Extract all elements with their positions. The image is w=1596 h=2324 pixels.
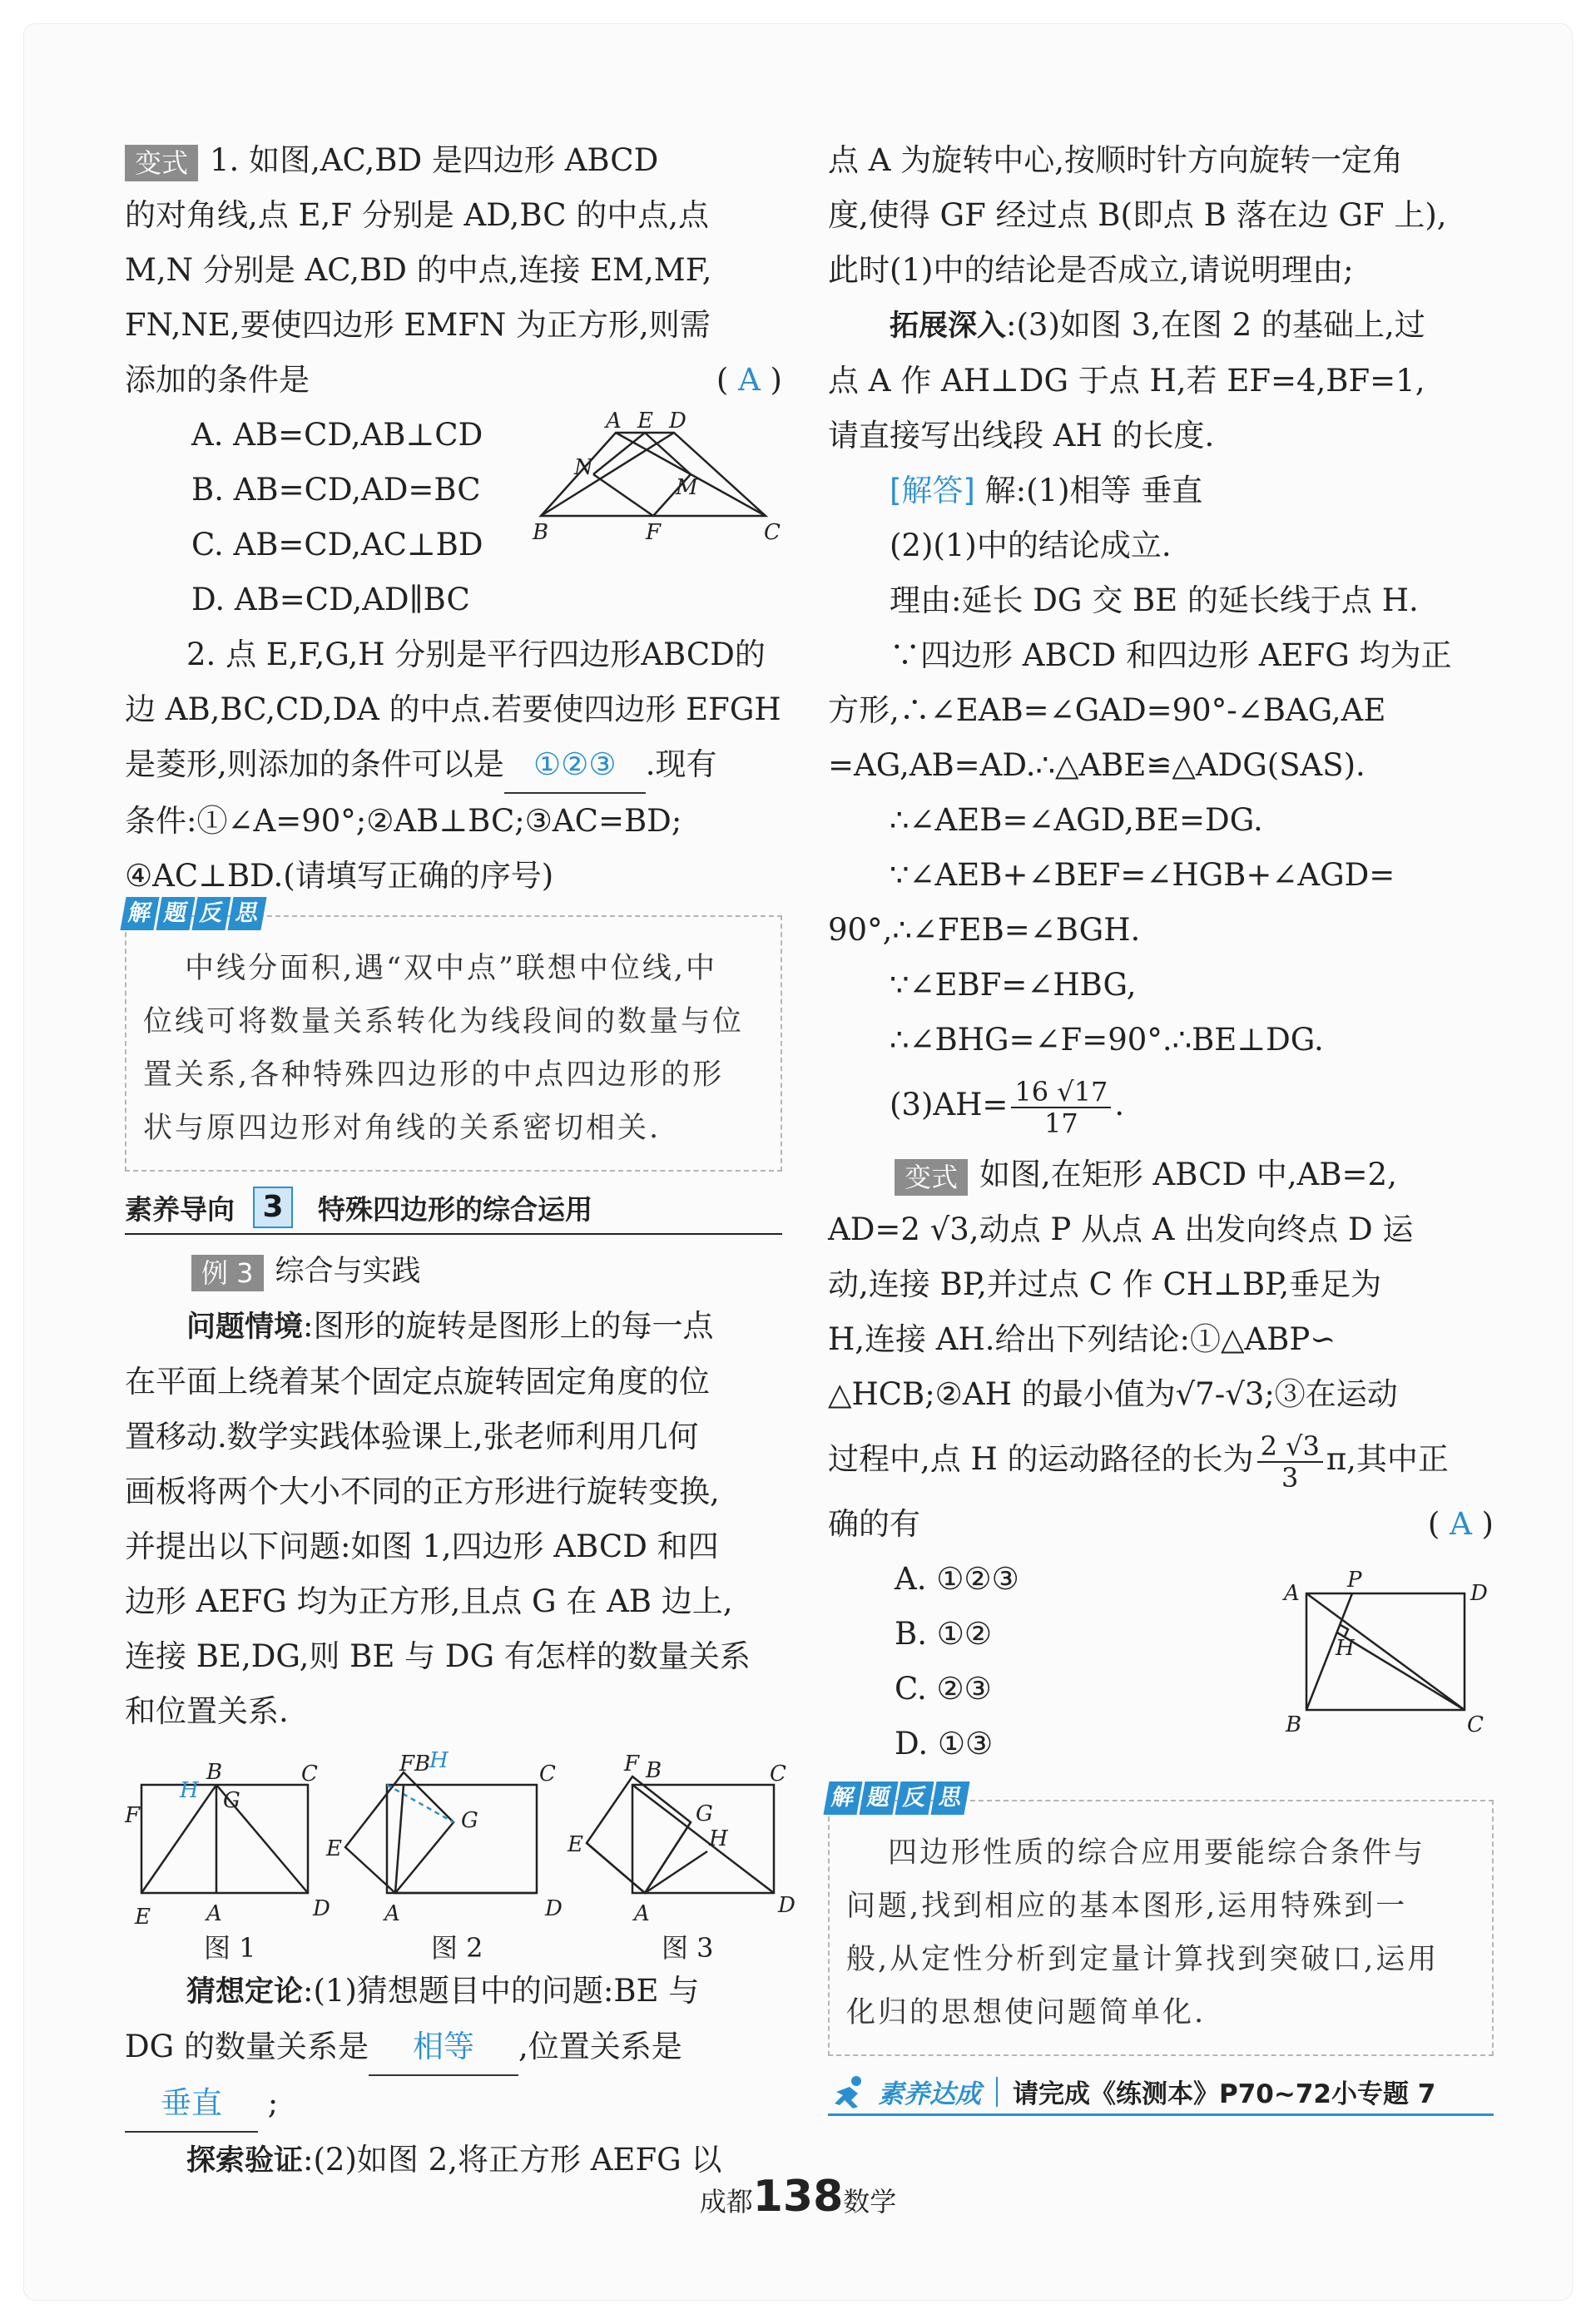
reflection-box-1 xyxy=(125,900,782,1172)
svg-text:C: C xyxy=(539,1762,556,1786)
solution-tag: [解答] xyxy=(890,473,975,508)
solution-line: [解答] 解:(1)相等 垂直 xyxy=(890,473,1203,508)
reflection-header: 解 题 反 思 xyxy=(826,1781,967,1815)
ah-result: (3)AH= $\frac{16 √17}{17}$ . xyxy=(890,1075,1125,1139)
guess-line: 垂直 ; xyxy=(125,2076,782,2133)
svg-text:G: G xyxy=(461,1808,478,1833)
svg-text:A: A xyxy=(1284,1581,1300,1606)
extend-line: 拓展深入:(3)如图 3,在图 2 的基础上,过 xyxy=(890,307,1425,343)
question-1-line: FN,NE,要使四边形 EMFN 为正方形,则需 xyxy=(125,307,711,343)
question-2-line: 边 AB,BC,CD,DA 的中点.若要使四边形 EFGH xyxy=(125,691,781,727)
svg-text:D: D xyxy=(1470,1581,1488,1606)
variant-2-line: 确的有 ( A ) xyxy=(828,1497,1494,1552)
svg-text:D: D xyxy=(778,1893,796,1918)
reflection-text: 般,从定性分析到定量计算找到突破口,运用 xyxy=(846,1943,1440,1976)
option-a: A. ①②③ xyxy=(895,1561,1019,1597)
svg-text:A: A xyxy=(606,409,622,434)
svg-text:E: E xyxy=(568,1832,583,1857)
variant-2-line: 动,连接 BP,并过点 C 作 CH⊥BP,垂足为 xyxy=(828,1266,1382,1302)
reflection-text: 化归的思想使问题简单化. xyxy=(846,1996,1207,2029)
question-2-line: ④AC⊥BD.(请填写正确的序号) xyxy=(125,858,554,894)
svg-text:A: A xyxy=(384,1901,400,1926)
left-column xyxy=(125,133,796,2188)
svg-text:D: D xyxy=(313,1896,330,1921)
variant-tag: 变式 xyxy=(125,145,198,181)
svg-text:B: B xyxy=(646,1758,662,1783)
svg-text:E: E xyxy=(326,1836,342,1861)
option-c: C. ②③ xyxy=(895,1671,992,1707)
variant-question-1-line-1: 变式 1. 如图,AC,BD 是四边形 ABCD xyxy=(125,133,782,188)
svg-text:B: B xyxy=(206,1760,223,1785)
page-number: 138 xyxy=(752,2172,844,2222)
svg-text:E: E xyxy=(637,409,653,434)
section-number: 3 xyxy=(253,1187,293,1228)
question-2-line: 2. 点 E,F,G,H 分别是平行四边形ABCD的 xyxy=(186,637,766,672)
svg-text:G: G xyxy=(696,1801,713,1826)
solution-line: =AG,AB=AD.∴△ABE≌△ADG(SAS). xyxy=(828,747,1366,783)
option-d: D. AB=CD,AD∥BC xyxy=(191,582,470,617)
svg-text:F: F xyxy=(125,1803,141,1828)
svg-text:图 2: 图 2 xyxy=(431,1932,483,1964)
variant-2-line: 过程中,点 H 的运动路径的长为 $\frac{2 √3}{3}$ π,其中正 xyxy=(828,1430,1449,1494)
option-b: B. AB=CD,AD=BC xyxy=(191,472,481,508)
fraction: $\frac{2 √3}{3}$ xyxy=(1257,1431,1323,1493)
solution-line: (2)(1)中的结论成立. xyxy=(890,528,1172,563)
example-title: 例 3 综合与实践 xyxy=(125,1243,782,1299)
reflection-text: 位线可将数量关系转化为线段间的数量与位 xyxy=(143,1005,745,1038)
solution-line: 方形,∴∠EAB=∠GAD=90°-∠BAG,AE xyxy=(828,692,1386,728)
example-tag: 例 3 xyxy=(191,1255,264,1291)
example-line: 在平面上绕着某个固定点旋转固定角度的位 xyxy=(125,1364,710,1400)
right-column xyxy=(828,133,1494,2116)
reflection-text: 问题,找到相应的基本图形,运用特殊到一 xyxy=(846,1890,1408,1923)
svg-text:H: H xyxy=(1336,1636,1355,1661)
example-line: 和位置关系. xyxy=(125,1693,289,1729)
continued-line: 此时(1)中的结论是否成立,请说明理由; xyxy=(828,252,1354,288)
variant-2-line: AD=2 √3,动点 P 从点 A 出发向终点 D 运 xyxy=(828,1212,1414,1247)
variant-2-line: H,连接 AH.给出下列结论:①△ABP∽ xyxy=(828,1321,1336,1357)
solution-line: 90°,∴∠FEB=∠BGH. xyxy=(828,912,1141,948)
svg-text:H: H xyxy=(709,1826,728,1851)
explore-line: 探索验证:(2)如图 2,将正方形 AEFG 以 xyxy=(186,2142,722,2178)
example-line: 并提出以下问题:如图 1,四边形 ABCD 和四 xyxy=(125,1529,719,1564)
svg-text:B: B xyxy=(414,1752,431,1776)
question-1-line: 添加的条件是 ( A ) xyxy=(125,353,782,408)
svg-text:H: H xyxy=(429,1748,449,1773)
option-c: C. AB=CD,AC⊥BD xyxy=(191,527,483,562)
practice-reference-bar: 素养达成 请完成《练测本》P70~72小专题 7 xyxy=(828,2073,1494,2116)
question-1-line: 的对角线,点 E,F 分别是 AD,BC 的中点,点 xyxy=(125,197,710,233)
svg-text:D: D xyxy=(669,409,686,434)
svg-text:A: A xyxy=(206,1901,222,1926)
example-figures xyxy=(125,1739,796,1964)
guess-line: DG 的数量关系是 相等 ,位置关系是 xyxy=(125,2019,782,2076)
svg-text:P: P xyxy=(1347,1568,1362,1593)
option-d: D. ①③ xyxy=(895,1726,994,1762)
solution-line: 理由:延长 DG 交 BE 的延长线于点 H. xyxy=(890,582,1419,618)
svg-text:A: A xyxy=(634,1901,650,1926)
example-line: 连接 BE,DG,则 BE 与 DG 有怎样的数量关系 xyxy=(125,1638,751,1674)
runner-icon xyxy=(828,2075,870,2108)
separator xyxy=(996,2077,998,2107)
reflection-text: 四边形性质的综合应用要能综合条件与 xyxy=(888,1836,1426,1870)
svg-text:B: B xyxy=(1286,1712,1302,1737)
footer-subject: 数学 xyxy=(843,2186,897,2217)
svg-text:F: F xyxy=(399,1752,415,1776)
rectangle-figure xyxy=(1277,1568,1494,1752)
answer-blank: ①②③ xyxy=(504,737,646,794)
svg-text:G: G xyxy=(223,1788,240,1813)
footer-prefix: 成都 xyxy=(699,2186,753,2217)
svg-text:图 3: 图 3 xyxy=(662,1932,714,1964)
answer-blank: 垂直 xyxy=(125,2076,258,2133)
variant-2-line: 变式 如图,在矩形 ABCD 中,AB=2, xyxy=(828,1147,1494,1202)
svg-text:C: C xyxy=(301,1762,318,1786)
svg-text:E: E xyxy=(135,1905,151,1930)
variant-2-options-block xyxy=(828,1552,1494,1771)
rotation-figures xyxy=(125,1739,796,1964)
solution-line: ∵∠EBF=∠HBG, xyxy=(890,967,1137,1003)
fraction: $\frac{16 √17}{17}$ xyxy=(1011,1077,1111,1138)
svg-text:F: F xyxy=(624,1752,640,1776)
extend-line: 点 A 作 AH⊥DG 于点 H,若 EF=4,BF=1, xyxy=(828,363,1425,399)
svg-text:M: M xyxy=(676,475,698,500)
example-line: 问题情境:图形的旋转是图形上的每一点 xyxy=(186,1308,714,1344)
svg-text:C: C xyxy=(770,1762,786,1786)
solution-line: ∵∠AEB+∠BEF=∠HGB+∠AGD= xyxy=(890,857,1395,893)
continued-line: 点 A 为旋转中心,按顺时针方向旋转一定角 xyxy=(828,142,1404,178)
solution-line: ∵四边形 ABCD 和四边形 AEFG 均为正 xyxy=(890,637,1452,673)
svg-text:F: F xyxy=(646,520,662,545)
reflection-text: 状与原四边形对角线的关系密切相关. xyxy=(143,1112,662,1145)
guess-line: 猜想定论:(1)猜想题目中的问题:BE 与 xyxy=(186,1973,700,2009)
variant-2-line: △HCB;②AH 的最小值为√7-√3;③在运动 xyxy=(828,1376,1398,1412)
reflection-text: 置关系,各种特殊四边形的中点四边形的形 xyxy=(143,1058,725,1092)
svg-text:N: N xyxy=(574,455,593,480)
page-footer xyxy=(0,2172,1596,2222)
trapezoid-figure xyxy=(533,408,782,545)
svg-text:B: B xyxy=(533,520,549,545)
option-a: A. AB=CD,AB⊥CD xyxy=(191,417,483,453)
svg-text:C: C xyxy=(1467,1712,1484,1737)
reflection-box-2 xyxy=(828,1785,1494,2056)
example-line: 置移动.数学实践体验课上,张老师利用几何 xyxy=(125,1419,699,1454)
option-b: B. ①② xyxy=(895,1616,993,1652)
variant-tag: 变式 xyxy=(895,1159,968,1196)
question-2-line: 是菱形,则添加的条件可以是 ①②③ .现有 xyxy=(125,737,782,794)
svg-text:图 1: 图 1 xyxy=(204,1932,256,1964)
reflection-text: 中线分面积,遇“双中点”联想中位线,中 xyxy=(185,952,718,985)
svg-text:D: D xyxy=(545,1896,563,1921)
section-header: 素养导向 3 特殊四边形的综合运用 xyxy=(125,1187,782,1235)
example-line: 边形 AEFG 均为正方形,且点 G 在 AB 边上, xyxy=(125,1583,733,1619)
answer-paren: ( A ) xyxy=(1427,1506,1494,1542)
svg-text:C: C xyxy=(764,520,781,545)
question-1-options-block xyxy=(125,408,782,627)
question-1-line: M,N 分别是 AC,BD 的中点,连接 EM,MF, xyxy=(125,252,712,288)
solution-line: ∴∠BHG=∠F=90°.∴BE⊥DG. xyxy=(890,1022,1324,1058)
svg-text:H: H xyxy=(180,1778,199,1803)
answer-blank: 相等 xyxy=(369,2019,518,2076)
reflection-header: 解 题 反 思 xyxy=(123,897,264,930)
example-line: 画板将两个大小不同的正方形进行旋转变换, xyxy=(125,1474,720,1509)
extend-line: 请直接写出线段 AH 的长度. xyxy=(828,418,1215,453)
solution-line: ∴∠AEB=∠AGD,BE=DG. xyxy=(890,802,1263,838)
question-2-line: 条件:①∠A=90°;②AB⊥BC;③AC=BD; xyxy=(125,803,682,839)
answer-paren: ( A ) xyxy=(716,362,782,398)
continued-line: 度,使得 GF 经过点 B(即点 B 落在边 GF 上), xyxy=(828,197,1447,233)
